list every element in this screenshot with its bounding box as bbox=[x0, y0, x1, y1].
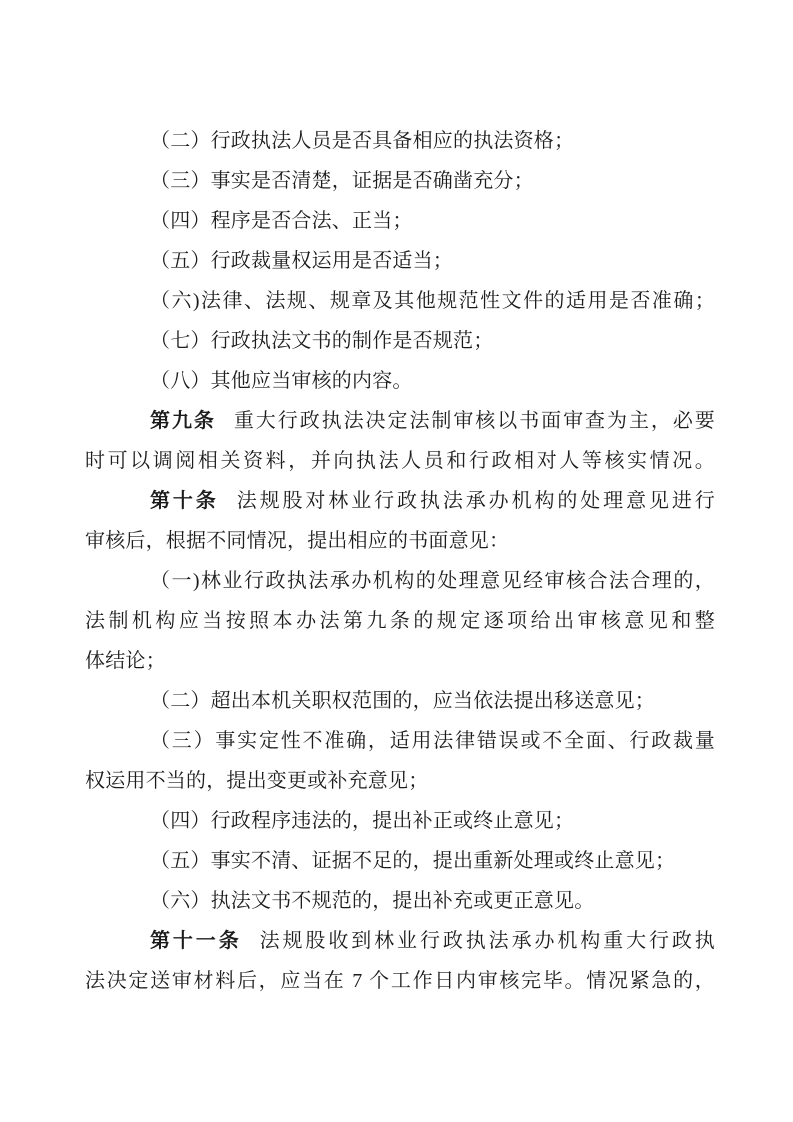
list-item-line: （五）行政裁量权运用是否适当； bbox=[150, 250, 453, 272]
list-item-line: （七）行政执法文书的制作是否规范； bbox=[150, 330, 494, 352]
paragraph-line: 法制机构应当按照本办法第九条的规定逐项给出审核意见和整 bbox=[85, 610, 715, 632]
paragraph-line: 审核后，根据不同情况，提出相应的书面意见： bbox=[85, 530, 510, 552]
list-item-line: （三）事实定性不准确，适用法律错误或不全面、行政裁量 bbox=[150, 730, 715, 752]
article-heading-line bbox=[85, 481, 715, 521]
list-item-line: （六)法律、法规、规章及其他规范性文件的适用是否准确； bbox=[150, 290, 715, 312]
list-item-line: （四）程序是否合法、正当； bbox=[150, 210, 413, 232]
article-text: 法规股对林业行政执法承办机构的处理意见进行 bbox=[236, 490, 715, 512]
document-text-column bbox=[85, 121, 715, 1001]
article-number: 第十条 bbox=[150, 490, 219, 512]
article-number: 第九条 bbox=[150, 410, 216, 432]
paragraph-line: 时可以调阅相关资料，并向执法人员和行政相对人等核实情况。 bbox=[85, 450, 715, 472]
list-item-line: （五）事实不清、证据不足的，提出重新处理或终止意见； bbox=[150, 850, 676, 872]
list-item-line: （一)林业行政执法承办机构的处理意见经审核合法合理的， bbox=[150, 570, 715, 592]
paragraph-line: 权运用不当的，提出变更或补充意见； bbox=[85, 770, 429, 792]
list-item-line: （四）行政程序违法的，提出补正或终止意见； bbox=[150, 810, 575, 832]
list-item-line: （二）行政执法人员是否具备相应的执法资格； bbox=[150, 130, 575, 152]
list-item-line: （六）执法文书不规范的，提出补充或更正意见。 bbox=[150, 890, 595, 912]
list-item-line: （三）事实是否清楚，证据是否确凿充分； bbox=[150, 170, 534, 192]
list-item-line: （八）其他应当审核的内容。 bbox=[150, 370, 413, 392]
paragraph-line: 法决定送审材料后，应当在 7 个工作日内审核完毕。情况紧急的， bbox=[85, 970, 715, 992]
article-heading-line bbox=[85, 401, 715, 441]
article-text: 法规股收到林业行政执法承办机构重大行政执 bbox=[259, 930, 715, 952]
paragraph-line: 体结论； bbox=[85, 650, 166, 672]
article-heading-line bbox=[85, 921, 715, 961]
list-item-line: （二）超出本机关职权范围的，应当依法提出移送意见； bbox=[150, 690, 655, 712]
article-number: 第十一条 bbox=[150, 930, 242, 952]
article-text: 重大行政执法决定法制审核以书面审查为主，必要 bbox=[233, 410, 715, 432]
